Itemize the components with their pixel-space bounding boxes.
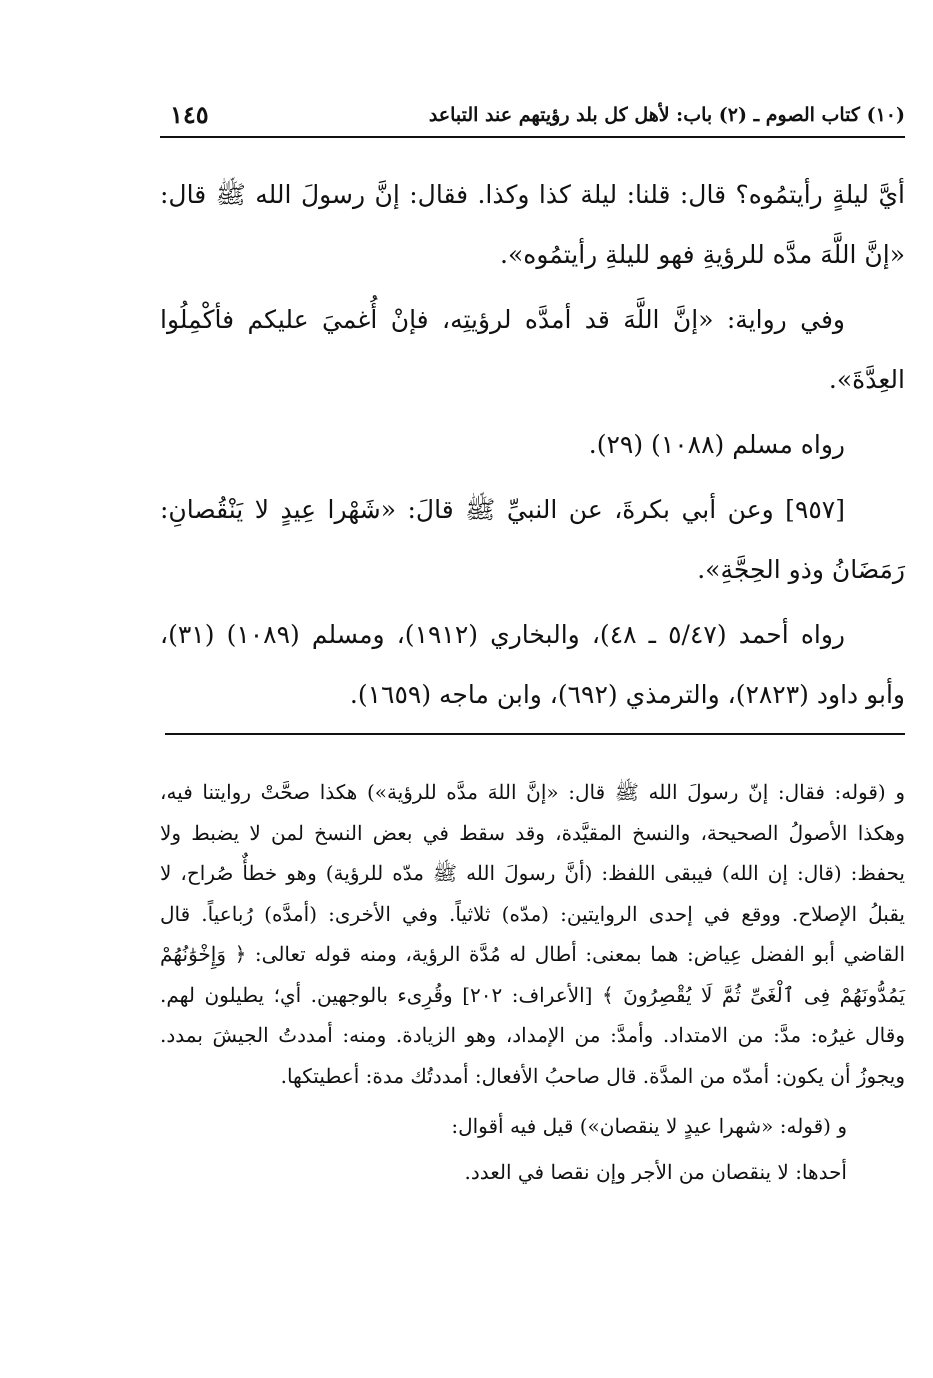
commentary-paragraph: و (قوله: فقال: إنّ رسولَ الله ﷺ قال: «إنَّ اللهَ مدَّه للرؤية») هكذا صحَّتْ روايتنا فيه، وهكذا الأصولُ الصحيحة، والنسخ المقيَّدة، وقد سقط في بعض النسخ لمن لا يضبط ولا يحفظ: (قال: إن الله) فيبقى اللفظ: (أنَّ رسولَ الله ﷺ مدّه للرؤية) وهو خطأٌ صُراح، لا يقبلُ الإصلاح. ووقع في إحدى الروايتين: (مدّه) ثلاثياً. وفي الأخرى: (أمدَّه) رُباعياً. قال القاضي أبو الفضل عِياض: هما بمعنى: أطال له مُدَّة الرؤية، ومنه قوله تعالى: ﴿ وَإِخْوَٰنُهُمْ يَمُدُّونَهُمْ فِى ٱلْغَىِّ ثُمَّ لَا يُقْصِرُونَ ﴾ [الأعراف: ٢٠٢] وقُرِىء بالوجهين. أي؛ يطيلون لهم. وقال غيرُه: مدَّ: من الامتداد. وأمدَّ: من الإمداد، وهو الزيادة. ومنه: أمددتُ الجيشَ بمدد. ويجوزُ أن يكون: أمدّه من المدَّة. قال صاحبُ الأفعال: أمددتُك مدة: أعطيتكها. xyxy=(160,780,906,1088)
running-title: (١٠) كتاب الصوم ـ (٢) باب: لأهل كل بلد رؤيتهم عند التباعد xyxy=(428,104,905,126)
footnote-divider xyxy=(165,733,905,735)
commentary-paragraph: و (قوله: «شهرا عيدٍ لا ينقصان») قيل فيه أقوال: xyxy=(451,1114,847,1138)
hadith-paragraph: [٩٥٧] وعن أبي بكرةَ، عن النبيِّ ﷺ قالَ: «شَهْرا عِيدٍ لا يَنْقُصانِ: رَمَضَانُ وذو الحِجَّةِ». xyxy=(160,495,905,584)
hadith-text xyxy=(160,165,905,725)
hadith-reference: رواه مسلم (١٠٨٨) (٢٩). xyxy=(588,430,845,459)
hadith-reference: رواه أحمد (٥/٤٧ ـ ٤٨)، والبخاري (١٩١٢)، ومسلم (١٠٨٩) (٣١)، وأبو داود (٢٨٢٣)، والترمذي (٦٩٢)، وابن ماجه (١٦٥٩). xyxy=(160,620,905,709)
commentary-paragraph: أحدها: لا ينقصان من الأجر وإن نقصا في العدد. xyxy=(464,1160,847,1184)
commentary-text xyxy=(160,772,905,1194)
page-number: ١٤٥ xyxy=(170,100,209,129)
running-head xyxy=(160,100,905,138)
hadith-paragraph: وفي رواية: «إنَّ اللَّهَ قد أمدَّه لرؤيتِه، فإنْ أُغميَ عليكم فأكْمِلُوا العِدَّةَ». xyxy=(160,305,905,394)
hadith-paragraph: أيَّ ليلةٍ رأيتمُوه؟ قال: قلنا: ليلة كذا وكذا. فقال: إنَّ رسولَ الله ﷺ قال: «إنَّ اللَّهَ مدَّه للرؤيةِ فهو لليلةِ رأيتمُوه». xyxy=(160,180,905,269)
